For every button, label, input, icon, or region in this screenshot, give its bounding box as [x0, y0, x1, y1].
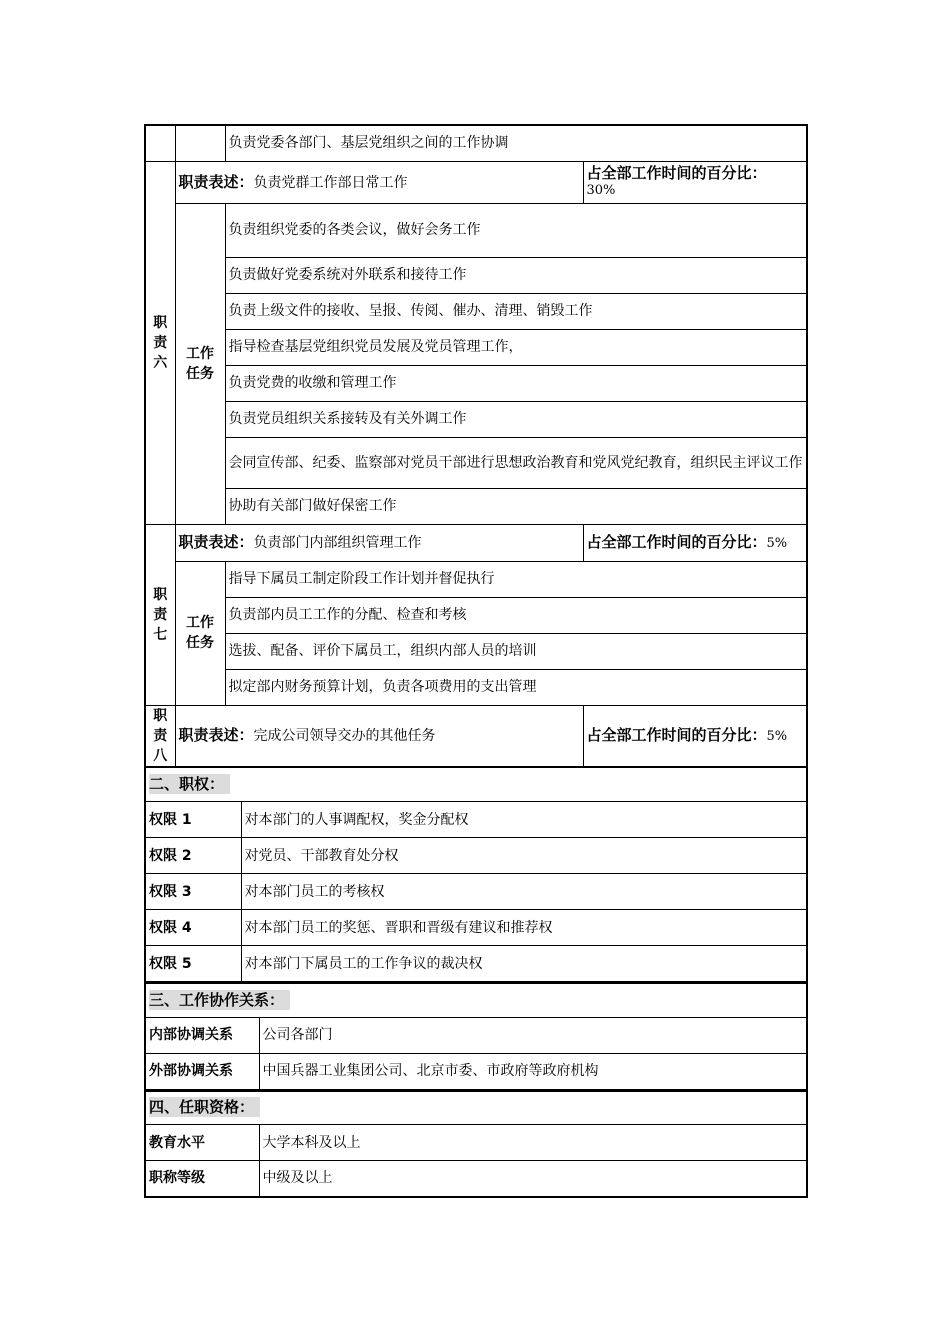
task-item: 负责做好党委系统对外联系和接待工作	[225, 257, 807, 293]
authority-value: 对党员、干部教育处分权	[241, 838, 807, 874]
task-item: 会同宣传部、纪委、监察部对党员干部进行思想政治教育和党风党纪教育，组织民主评议工作	[225, 437, 807, 488]
pct-value: 30%	[586, 183, 616, 198]
duty7-description	[175, 524, 583, 561]
pct-label: 占全部工作时间的百分比：	[586, 725, 767, 744]
job-description-page	[144, 124, 806, 1198]
duty6-description	[175, 161, 583, 203]
authority-section-header	[145, 768, 807, 802]
responsibilities-table	[144, 124, 808, 768]
task-item: 选拔、配备、评价下属员工，组织内部人员的培训	[225, 633, 807, 669]
task-item: 负责部内员工工作的分配、检查和考核	[225, 597, 807, 633]
authority-label: 权限 1	[145, 802, 241, 838]
duty8-desc-row	[145, 705, 807, 767]
task-item: 负责上级文件的接收、呈报、传阅、催办、清理、销毁工作	[225, 293, 807, 329]
prev-duty-label-cell	[145, 125, 175, 161]
qualification-label: 职称等级	[145, 1161, 259, 1197]
task-item: 协助有关部门做好保密工作	[225, 488, 807, 524]
duty7-percentage	[583, 524, 807, 561]
task-item: 负责党费的收缴和管理工作	[225, 365, 807, 401]
pct-value: 5%	[766, 535, 788, 551]
task-item: 指导检查基层党组织党员发展及党员管理工作，	[225, 329, 807, 365]
pct-value: 5%	[766, 728, 788, 744]
duty6-desc-row	[145, 161, 807, 203]
section-title: 二、职权：	[149, 774, 230, 794]
authority-table	[144, 768, 808, 983]
qualifications-table	[144, 1090, 808, 1198]
duty8-description	[175, 705, 583, 767]
relation-label: 外部协调关系	[145, 1053, 259, 1089]
qualification-label: 教育水平	[145, 1125, 259, 1161]
desc-text: 完成公司领导交办的其他任务	[253, 728, 436, 744]
desc-text: 负责党群工作部日常工作	[253, 174, 408, 191]
relation-label: 内部协调关系	[145, 1017, 259, 1053]
task-item: 负责党员组织关系接转及有关外调工作	[225, 401, 807, 437]
desc-label: 职责表述：	[178, 726, 254, 744]
duty7-desc-row	[145, 524, 807, 561]
task-item: 负责党委各部门、基层党组织之间的工作协调	[225, 125, 807, 161]
relation-value: 中国兵器工业集团公司、北京市委、市政府等政府机构	[259, 1053, 807, 1089]
task-item: 拟定部内财务预算计划，负责各项费用的支出管理	[225, 669, 807, 705]
authority-value: 对本部门员工的奖惩、晋职和晋级有建议和推荐权	[241, 910, 807, 946]
prev-duty-task-label-cell	[175, 125, 225, 161]
qualifications-section-header	[145, 1091, 807, 1125]
section-title: 三、工作协作关系：	[149, 990, 290, 1010]
task-item: 负责组织党委的各类会议，做好会务工作	[225, 203, 807, 257]
qualification-value: 中级及以上	[259, 1161, 807, 1197]
authority-value: 对本部门的人事调配权，奖金分配权	[241, 802, 807, 838]
duty6-percentage	[583, 161, 807, 203]
duty6-label: 职 责 六	[145, 161, 175, 524]
authority-value: 对本部门员工的考核权	[241, 874, 807, 910]
relations-table	[144, 982, 808, 1090]
relation-value: 公司各部门	[259, 1017, 807, 1053]
relations-section-header	[145, 983, 807, 1017]
pct-label: 占全部工作时间的百分比：	[586, 532, 767, 551]
duty7-label: 职 责 七	[145, 524, 175, 705]
duty8-percentage	[583, 705, 807, 767]
authority-label: 权限 4	[145, 910, 241, 946]
section-title: 四、任职资格：	[149, 1097, 260, 1117]
authority-label: 权限 3	[145, 874, 241, 910]
task-item: 指导下属员工制定阶段工作计划并督促执行	[225, 561, 807, 597]
desc-label: 职责表述：	[178, 172, 254, 191]
duty7-task-label: 工作 任务	[175, 561, 225, 705]
pct-label: 占全部工作时间的百分比：	[586, 164, 767, 182]
authority-value: 对本部门下属员工的工作争议的裁决权	[241, 946, 807, 982]
prev-duty-row	[145, 125, 807, 161]
authority-label: 权限 2	[145, 838, 241, 874]
duty8-label: 职 责 八	[145, 705, 175, 767]
desc-label: 职责表述：	[178, 533, 254, 551]
authority-label: 权限 5	[145, 946, 241, 982]
duty6-task-label: 工作 任务	[175, 203, 225, 524]
qualification-value: 大学本科及以上	[259, 1125, 807, 1161]
desc-text: 负责部门内部组织管理工作	[253, 535, 422, 551]
